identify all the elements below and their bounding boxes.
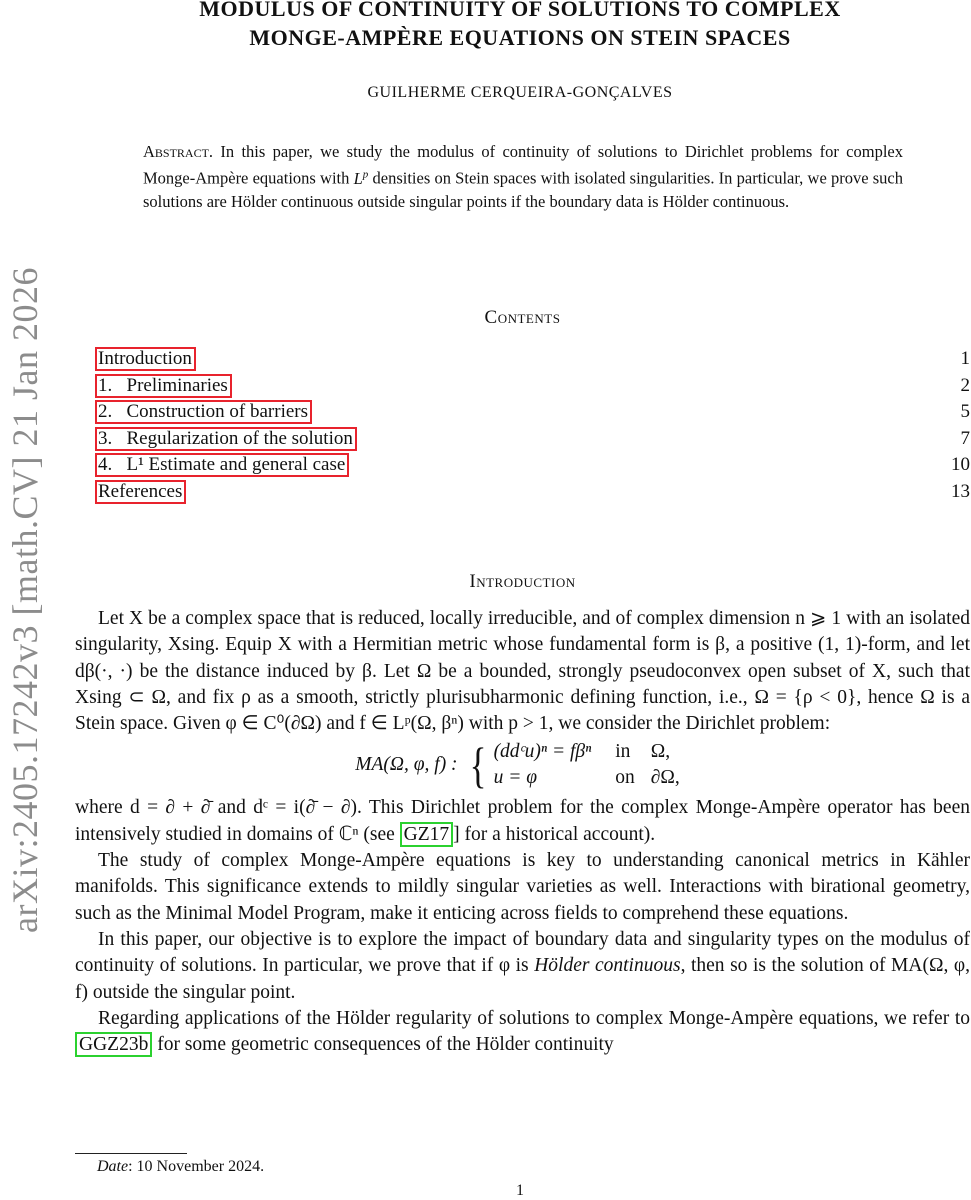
contents-heading: Contents bbox=[484, 307, 561, 328]
dirichlet-equation bbox=[75, 737, 970, 794]
equation-brace: { bbox=[469, 737, 486, 794]
abstract-label: Abstract. bbox=[143, 142, 214, 161]
intro-paragraph-1: Let X be a complex space that is reduced, locally irreducible, and of complex dimension n ⩾ 1 with an isolated singularity, Xsing. Equip X with a Hermitian metric whose fundamental form is β, a positive (1, 1)-form, and let dβ(·, ·) be the distance induced by β. Let Ω be a bounded, strongly pseudoconvex open subset of X, such that Xsing ⊂ Ω, and fix ρ as a smooth, strictly plurisubharmonic defining function, i.e., Ω = {ρ < 0}, hence Ω is a Stein space. Given φ ∈ C⁰(∂Ω) and f ∈ Lᵖ(Ω, βⁿ) with p > 1, we consider the Dirichlet problem: bbox=[75, 608, 970, 735]
equation-case-2-word: on bbox=[615, 767, 635, 789]
footnote-label: Date bbox=[97, 1158, 129, 1175]
introduction-heading: Introduction bbox=[469, 571, 576, 592]
equation-case-2-expr: u = φ bbox=[493, 767, 538, 789]
toc-row bbox=[95, 452, 971, 479]
toc-row bbox=[95, 426, 971, 453]
title-line-1: MODULUS OF CONTINUITY OF SOLUTIONS TO COMPLEX bbox=[199, 0, 841, 21]
toc-page-number: 10 bbox=[951, 454, 970, 476]
toc-page-number: 13 bbox=[951, 480, 970, 502]
equation-cases bbox=[494, 739, 690, 791]
lp-symbol: $L^p$ bbox=[353, 168, 369, 188]
paper-title bbox=[100, 0, 940, 52]
intro-paragraph-4-a: In this paper, our objective is to explore the impact of boundary data and singularity types on the modulus of continuity of solutions. In particular, we prove that if φ is bbox=[75, 928, 970, 977]
toc-row bbox=[95, 479, 971, 506]
toc-row bbox=[95, 399, 971, 426]
intro-paragraph-5-b: for some geometric consequences of the Hölder continuity bbox=[152, 1034, 614, 1056]
abstract bbox=[143, 140, 903, 213]
toc-page-number: 7 bbox=[960, 427, 970, 449]
abstract-text-a: In this paper, we study the modulus of continuity of solutions to Dirichlet problems for complex Monge-Ampère equations with bbox=[143, 142, 903, 188]
equation-case-1-word: in bbox=[615, 741, 631, 763]
intro-paragraph-5 bbox=[75, 1006, 970, 1059]
equation-case-1-domain: Ω, bbox=[650, 741, 671, 763]
intro-paragraph-4 bbox=[75, 927, 970, 1006]
equation-case-1-expr: (ddᶜu)ⁿ = fβⁿ bbox=[493, 741, 592, 763]
intro-paragraph-2-b: for a historical account). bbox=[459, 823, 656, 845]
arxiv-identifier: arXiv:2405.17242v3 [math.CV] 21 Jan 2026 bbox=[5, 267, 45, 933]
toc-link-barriers[interactable]: 2. Construction of barriers bbox=[95, 400, 312, 424]
toc-page-number: 5 bbox=[960, 401, 970, 423]
intro-paragraph-4-emphasis: Hölder continuous bbox=[534, 955, 681, 977]
toc-row bbox=[95, 373, 971, 400]
toc-link-preliminaries[interactable]: 1. Preliminaries bbox=[95, 374, 232, 398]
abstract-text-b: densities on Stein spaces with isolated singularities. In particular, we prove such solutions are Hölder continuous outside singular points if the boundary data is Hölder continuous. bbox=[143, 168, 904, 211]
date-footnote bbox=[97, 1158, 264, 1176]
toc-link-l1-estimate[interactable]: 4. L¹ Estimate and general case bbox=[95, 453, 349, 477]
toc-page-number: 1 bbox=[960, 348, 970, 370]
toc-row bbox=[95, 346, 971, 373]
citation-gz17[interactable]: GZ17 bbox=[400, 822, 454, 847]
equation-lhs: MA(Ω, φ, f) : bbox=[355, 754, 458, 776]
citation-ggz23b[interactable]: GGZ23b bbox=[75, 1032, 152, 1057]
toc-link-references[interactable]: References bbox=[95, 480, 186, 504]
intro-paragraph-2: where d = ∂ + ∂̄ and dᶜ = i(∂̄ − ∂). This Dirichlet problem for the complex Monge-Ampère operator has been intensively studied in domains of ℂⁿ (see GZ17 ] for a historical account). bbox=[75, 797, 970, 845]
toc-link-regularization[interactable]: 3. Regularization of the solution bbox=[95, 427, 357, 451]
author-name: GUILHERME CERQUEIRA-GONÇALVES bbox=[367, 84, 673, 101]
toc-link-introduction[interactable]: Introduction bbox=[95, 347, 196, 371]
arxiv-sidebar bbox=[0, 235, 50, 965]
intro-paragraph-2-a: where d = ∂ + ∂̄ and dᶜ = i(∂̄ − ∂). This Dirichlet problem for the complex Monge-Ampère operator has been intensively studied in domains of ℂⁿ (see bbox=[75, 797, 970, 845]
table-of-contents bbox=[95, 346, 971, 505]
footnote-text: : 10 November 2024. bbox=[128, 1158, 265, 1175]
footnote-rule bbox=[75, 1153, 187, 1154]
introduction-body bbox=[75, 606, 970, 1058]
title-line-2: MONGE-AMPÈRE EQUATIONS ON STEIN SPACES bbox=[249, 25, 791, 50]
intro-paragraph-4-b: , then so is the solution of MA(Ω, φ, f) outside the singular point. bbox=[75, 955, 971, 1003]
page-number: 1 bbox=[516, 1182, 524, 1199]
toc-page-number: 2 bbox=[960, 374, 970, 396]
intro-paragraph-5-a: Regarding applications of the Hölder regularity of solutions to complex Monge-Ampère equations, we refer to bbox=[98, 1007, 970, 1029]
equation-case-2-domain: ∂Ω, bbox=[650, 767, 680, 789]
intro-paragraph-3: The study of complex Monge-Ampère equations is key to understanding canonical metrics in Kähler manifolds. This significance extends to mildly singular varieties as well. Interactions with birational geometry, such as the Minimal Model Program, make it enticing across fields to comprehend these equations. bbox=[75, 850, 970, 924]
